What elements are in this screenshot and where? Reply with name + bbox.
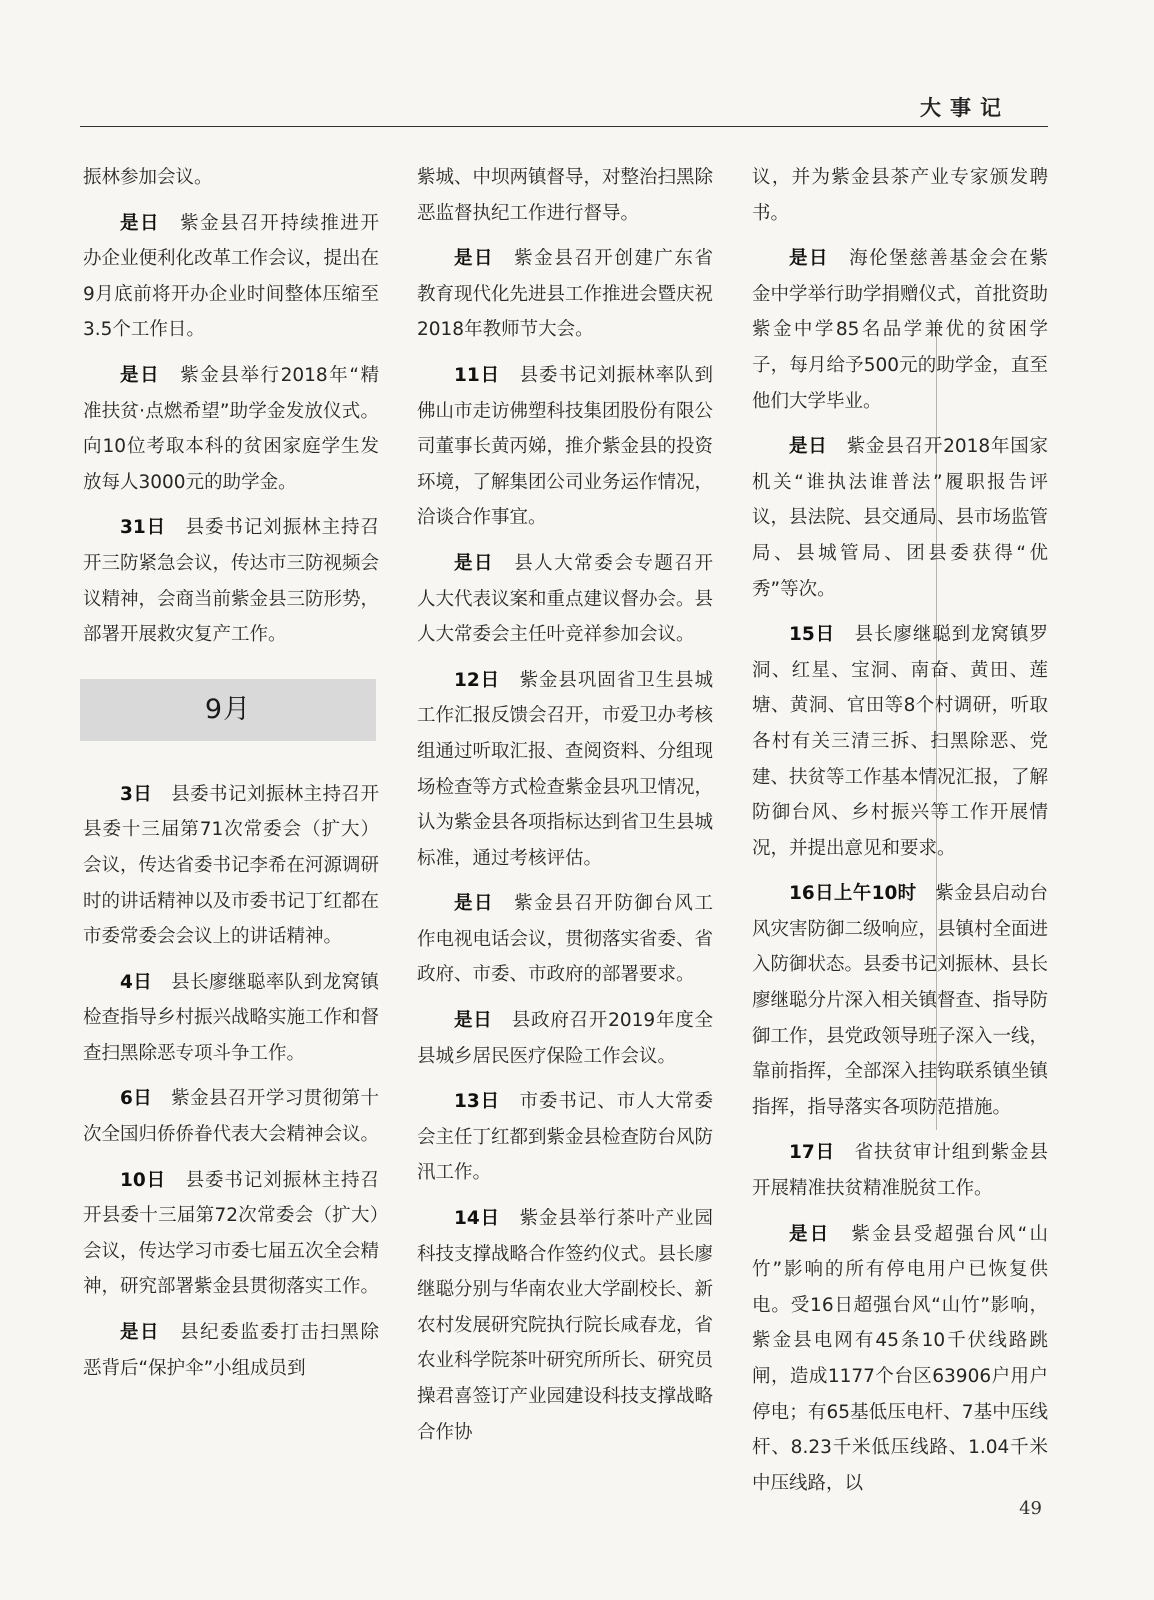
entry xyxy=(752,876,1048,1125)
entry-text: 紫金县受超强台风“山竹”影响的所有停电用户已恢复供电。受16日超强台风“山竹”影响，紫金县电网有45条10千伏线路跳闸，造成1177个台区63906户用户停电；有65基低压电杆、7基中压线杆、8.23千米低压线路、1.04千米中压线路，以 xyxy=(752,1223,1048,1494)
entry-date: 4日 xyxy=(120,971,153,993)
entry-text: 紫金县召开2018年国家机关“谁执法谁普法”履职报告评议，县法院、县交通局、县市场监管局、县城管局、团县委获得“优秀”等次。 xyxy=(752,436,1049,600)
entry-date: 是日 xyxy=(120,364,161,386)
entry xyxy=(417,886,713,993)
entry-date: 10日 xyxy=(120,1169,167,1191)
continued-text: 紫城、中坝两镇督导，对整治扫黑除恶监督执纪工作进行督导。 xyxy=(417,167,714,224)
entry-text: 紫金县召开防御台风工作电视电话会议，贯彻落实省委、省政府、市委、市政府的部署要求。 xyxy=(417,893,714,986)
entry xyxy=(417,663,713,877)
entry-text: 县委书记刘振林主持召开县委十三届第72次常委会（扩大）会议，传达学习市委七届五次全会精神，研究部署紫金县贯彻落实工作。 xyxy=(83,1169,380,1298)
page-number: 49 xyxy=(1019,1498,1042,1519)
entry-date: 是日 xyxy=(454,893,495,915)
entry xyxy=(417,1201,713,1450)
entry-date: 6日 xyxy=(120,1088,153,1110)
entry xyxy=(752,241,1048,419)
entry-text: 县委书记刘振林主持召开三防紧急会议，传达市三防视频会议精神，会商当前紫金县三防形势，部署开展救灾复产工作。 xyxy=(83,517,380,646)
entry xyxy=(83,1081,379,1152)
entry-text: 县委书记刘振林率队到佛山市走访佛塑科技集团股份有限公司董事长黄丙娣，推介紫金县的投资环境，了解集团公司业务运作情况，洽谈合作事宜。 xyxy=(417,364,714,529)
column-3 xyxy=(752,160,1048,1511)
entry-text: 县纪委监委打击扫黑除恶背后“保护伞”小组成员到 xyxy=(83,1322,379,1379)
continued-text: 振林参加会议。 xyxy=(83,167,213,188)
entry-text: 县政府召开2019年度全县城乡居民医疗保险工作会议。 xyxy=(417,1010,713,1067)
entry xyxy=(417,358,713,536)
entry-date: 是日 xyxy=(454,1010,493,1032)
entry xyxy=(83,965,379,1072)
entry-date: 是日 xyxy=(120,212,161,234)
entry xyxy=(83,1315,379,1386)
entry xyxy=(83,358,379,500)
entry-date: 是日 xyxy=(120,1322,161,1344)
entry-text: 紫金县召开创建广东省教育现代化先进县工作推进会暨庆祝2018年教师节大会。 xyxy=(417,248,714,341)
september-entries xyxy=(83,777,379,1387)
running-header xyxy=(80,92,1040,126)
entry-date: 14日 xyxy=(454,1208,501,1230)
entry-date: 是日 xyxy=(789,1223,831,1245)
entry-text: 市委书记、市人大常委会主任丁红都到紫金县检查防台风防汛工作。 xyxy=(417,1091,714,1184)
entry-date: 13日 xyxy=(454,1091,501,1113)
month-heading-box xyxy=(80,679,376,741)
august-entries xyxy=(83,206,379,653)
month-heading: 9月 xyxy=(204,693,252,725)
entry xyxy=(752,429,1048,607)
entry-date: 12日 xyxy=(454,669,501,691)
section-title: 大事记 xyxy=(920,96,1010,120)
entry xyxy=(83,1163,379,1305)
entry xyxy=(417,1084,713,1191)
entry-text: 紫金县启动台风灾害防御二级响应，县镇村全面进入防御状态。县委书记刘振林、县长廖继聪分片深入相关镇督查、指导防御工作，县党政领导班子深入一线，靠前指挥，全部深入挂钩联系镇坐镇指挥，指导落实各项防范措施。 xyxy=(752,883,1049,1118)
column-2 xyxy=(417,160,713,1460)
entry-date: 3日 xyxy=(120,783,153,805)
column-1 xyxy=(83,160,379,1396)
entry-text: 紫金县巩固省卫生县城工作汇报反馈会召开，市爱卫办考核组通过听取汇报、查阅资料、分组现场检查等方式检查紫金县巩卫情况，认为紫金县各项指标达到省卫生县城标准，通过考核评估。 xyxy=(417,669,714,869)
entry-text: 省扶贫审计组到紫金县开展精准扶贫精准脱贫工作。 xyxy=(752,1142,1048,1200)
entry-date: 17日 xyxy=(789,1142,836,1164)
entry-date: 是日 xyxy=(789,248,830,270)
entry-text: 紫金县召开持续推进开办企业便利化改革工作会议，提出在9月底前将开办企业时间整体压缩至3.5个工作日。 xyxy=(83,212,380,341)
entry xyxy=(752,1135,1048,1206)
entry-date: 16日上午10时 xyxy=(789,883,917,905)
header-rule xyxy=(80,126,1048,127)
entry-text: 县人大常委会专题召开人大代表议案和重点建议督办会。县人大常委会主任叶竞祥参加会议。 xyxy=(417,552,714,646)
entry-date: 31日 xyxy=(120,517,167,539)
entry-text: 县委书记刘振林主持召开县委十三届第71次常委会（扩大）会议，传达省委书记李希在河源调研时的讲话精神以及市委书记丁红都在市委常委会会议上的讲话精神。 xyxy=(83,783,380,948)
entry-date: 是日 xyxy=(789,436,828,458)
entry xyxy=(83,206,379,348)
entry xyxy=(83,510,379,652)
entry xyxy=(752,1217,1048,1502)
entry-text: 紫金县召开学习贯彻第十次全国归侨侨眷代表大会精神会议。 xyxy=(83,1088,380,1146)
entry xyxy=(417,546,713,653)
entry-text: 县长廖继聪到龙窝镇罗洞、红星、宝洞、南奋、黄田、莲塘、黄洞、官田等8个村调研，听取各村有关三清三拆、扫黑除恶、党建、扶贫等工作基本情况汇报，了解防御台风、乡村振兴等工作开展情况，并提出意见和要求。 xyxy=(752,624,1049,859)
entry xyxy=(417,241,713,348)
entry-date: 是日 xyxy=(454,552,495,574)
entry-date: 11日 xyxy=(454,364,501,386)
continued-text: 议，并为紫金县茶产业专家颁发聘书。 xyxy=(752,167,1048,224)
entry xyxy=(83,777,379,955)
entry-date: 15日 xyxy=(789,624,836,646)
entry xyxy=(752,617,1048,866)
entry-text: 县长廖继聪率队到龙窝镇检查指导乡村振兴战略实施工作和督查扫黑除恶专项斗争工作。 xyxy=(83,971,380,1064)
entry-text: 海伦堡慈善基金会在紫金中学举行助学捐赠仪式，首批资助紫金中学85名品学兼优的贫困学子，每月给予500元的助学金，直至他们大学毕业。 xyxy=(752,248,1049,412)
entry-date: 是日 xyxy=(454,248,495,270)
entry-text: 紫金县举行2018年“精准扶贫·点燃希望”助学金发放仪式。向10位考取本科的贫困家庭学生发放每人3000元的助学金。 xyxy=(83,364,379,493)
entry xyxy=(417,1003,713,1074)
entry-text: 紫金县举行茶叶产业园科技支撑战略合作签约仪式。县长廖继聪分别与华南农业大学副校长、新农村发展研究院执行院长咸春龙，省农业科学院茶叶研究所所长、研究员操君喜签订产业园建设科技支撑战略合作协 xyxy=(417,1208,714,1443)
